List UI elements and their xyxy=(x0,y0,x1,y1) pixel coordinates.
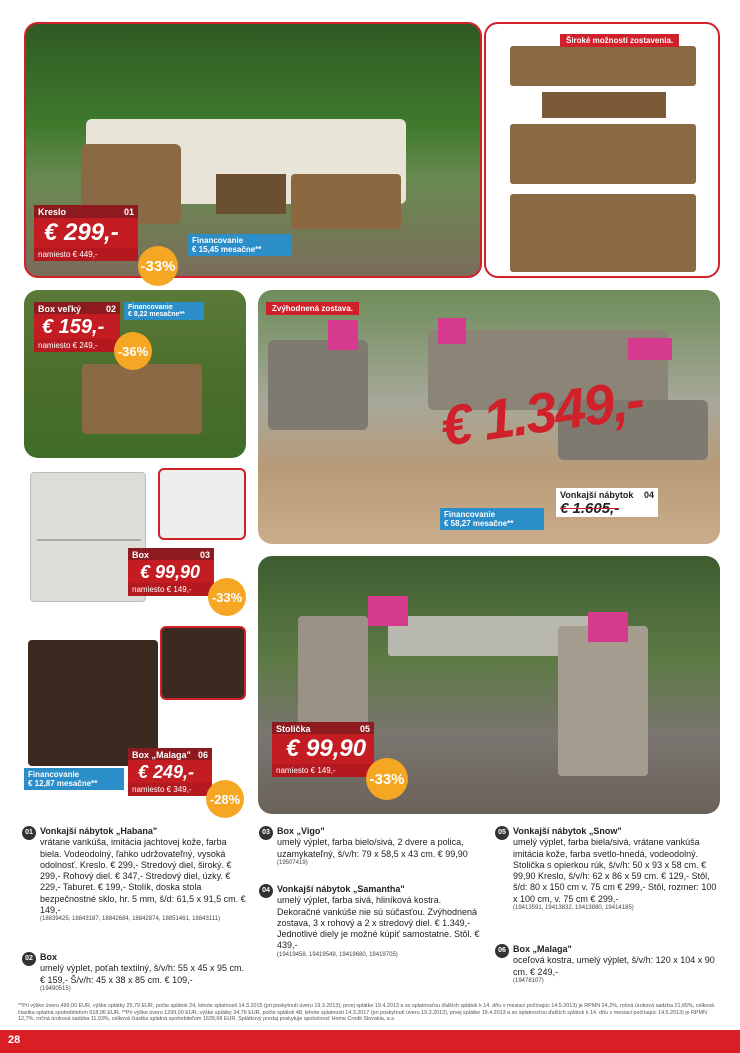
desc-codes: (19478107) xyxy=(513,977,544,984)
financing-label: Financovanie xyxy=(192,236,244,245)
photo-configurations xyxy=(484,22,720,278)
item-number-badge: 01 xyxy=(22,826,36,840)
desc-body: vrátane vankúša, imitácia jachtovej kože, farba biela. Vodeodolný, ľahko udržovateľný, vysoká odolnosť. Kreslo. € 299,- Stredový diel, široký. € 299,- Rohový diel. € 347,- Stredový diel, úzky. € 229,- Taburet. € 199,- Stolík, doska stola bezpečnostné sklo, hr. 5 mm, š/d: 61,5 x 91,5 cm. € 149,- xyxy=(40,837,246,916)
discount-badge-kreslo: -33% xyxy=(138,246,178,286)
page-number: 28 xyxy=(8,1034,21,1046)
tag-label: Box „Malaga" xyxy=(132,750,191,760)
tag-label: Vonkajší nábytok xyxy=(560,490,634,500)
big-price-samantha: € 1.349,- xyxy=(436,367,647,458)
financing-samantha xyxy=(440,508,544,530)
was-price-box-malaga: namiesto € 349,- xyxy=(128,783,212,796)
desc-body: oceľová kostra, umelý výplet, š/v/h: 120 x 104 x 90 cm. € 249,- xyxy=(513,955,715,977)
footnote: **Pri výške úveru 499,00 EUR, výške splátky 25,79 EUR, počte splátok 24, lehote splatnosti 14.3.2015 (pri poskytnutí úveru 19.3.2013), prvej splátke 19.4.2013 a so splatnosťou ďalších splátok k 14. dňu v mesiaci počínajúc 14.5.2013) je RPMN 24,2%, ročná úroková sadzba 21,65%, celková čiastka splatná spotrebiteľom 618,96 EUR. **Pri výške úveru 1299,00 EUR, výške splátky 34,76 EUR, počte splátok 48, lehote splatnosti 14.3.2017 (pri poskytnutí úveru 19.3.2013), prvej splátke 19.4.2013 a so splatnosťou ďalších splátok k 14. dňu v mesiaci počínajúc 14.5.2013) je RPMN 12,7%, ročná úroková sadzba 11,93%, celková čiastka splatná spotrebiteľom 1639,68 EUR. Splátkový predaj poskytuje spoločnosť Home Credit Slovakia, a.s. xyxy=(18,1003,715,1023)
item-number-badge: 03 xyxy=(259,826,273,840)
footer-bar xyxy=(0,1030,740,1053)
financing-amount: € 8,22 mesačne** xyxy=(128,311,185,318)
tag-kreslo xyxy=(34,205,138,219)
desc-title: Box „Vigo" xyxy=(277,826,325,836)
price-box-vigo: € 99,90 xyxy=(128,560,214,584)
banner-samantha: Zvýhodnená zostava. xyxy=(266,302,359,315)
tag-number: 06 xyxy=(197,750,208,760)
price-box-malaga: € 249,- xyxy=(128,760,212,784)
desc-codes: (18839425, 18843187, 18842684, 18842874, 18851461, 18843111) xyxy=(40,916,220,923)
item-number-badge: 04 xyxy=(259,884,273,898)
desc-body: umelý výplet, farba biela/sivá, vrátane vankúša imitácia kože, farba svetlo-hnedá, vodeodolný. Stolička s opierkou rúk, š/v/h: 50 x 93 x 58 cm. € 99,90 Kreslo, š/v/h: 62 x 86 x 59 cm. € 129,- Stôl, š/d: 80 x 150 cm v. 75 cm € 299,- Stôl, rozmer: 100 x 100 cm, v. 75 cm € 299,- xyxy=(513,837,717,904)
financing-kreslo xyxy=(188,234,292,256)
desc-body: umelý výplet, farba bielo/sivá, 2 dvere a polica, uzamykateľný, š/v/h: 79 x 58,5 x 43 cm. € 99,90 xyxy=(277,837,468,859)
desc-habana xyxy=(25,826,250,923)
desc-codes: (19413591, 19413832, 19413880, 19414185) xyxy=(513,905,634,912)
price-box-velky: € 159,- xyxy=(34,314,120,340)
desc-body: umelý výplet, poťah textilný, š/v/h: 55 x 45 x 95 cm. € 159,- Š/v/h: 45 x 38 x 85 cm. € 109,- xyxy=(40,963,244,985)
desc-title: Box „Malaga" xyxy=(513,944,572,954)
desc-title: Box xyxy=(40,952,58,962)
financing-amount: € 15,45 mesačne** xyxy=(192,245,262,254)
tag-label: Box veľký xyxy=(38,304,81,314)
financing-amount: € 58,27 mesačne** xyxy=(444,519,514,528)
discount-badge-stolicka: -33% xyxy=(366,758,408,800)
financing-label: Financovanie xyxy=(444,510,496,519)
tag-number: 01 xyxy=(123,207,134,217)
tag-label: Kreslo xyxy=(38,207,67,217)
discount-badge-box-velky: -36% xyxy=(114,332,152,370)
was-price-kreslo: namiesto € 449,- xyxy=(34,248,138,261)
price-kreslo: € 299,- xyxy=(34,218,138,248)
was-price-box-velky: namiesto € 249,- xyxy=(34,339,120,352)
desc-codes: (19490515) xyxy=(40,985,71,992)
financing-label: Financovanie xyxy=(28,770,80,779)
tag-label: Box xyxy=(132,550,150,560)
desc-box xyxy=(25,952,250,993)
item-number-badge: 06 xyxy=(495,944,509,958)
banner-configurations: Široké možnosti zostavenia. xyxy=(560,34,679,47)
was-price-stolicka: namiesto € 149,- xyxy=(272,764,374,777)
desc-vigo xyxy=(262,826,487,867)
price-stolicka: € 99,90 xyxy=(272,734,374,764)
financing-box-malaga xyxy=(24,768,124,790)
photo-box-malaga-open xyxy=(160,626,246,700)
item-number-badge: 05 xyxy=(495,826,509,840)
tag-label: Stolička xyxy=(276,724,311,734)
discount-badge-box-vigo: -33% xyxy=(208,578,246,616)
photo-box-vigo-open xyxy=(158,468,246,540)
tag-number: 05 xyxy=(359,724,370,734)
discount-badge-box-malaga: -28% xyxy=(206,780,244,818)
desc-samantha xyxy=(262,884,487,959)
desc-title: Vonkajší nábytok „Habana" xyxy=(40,826,158,836)
desc-codes: (19507419) xyxy=(277,859,308,866)
was-price-box-vigo: namiesto € 149,- xyxy=(128,583,214,596)
tag-number: 04 xyxy=(643,490,654,500)
desc-title: Vonkajší nábytok „Samantha" xyxy=(277,884,405,894)
old-price-samantha: € 1.605,- xyxy=(556,500,658,517)
desc-title: Vonkajší nábytok „Snow" xyxy=(513,826,622,836)
tag-number: 02 xyxy=(105,304,116,314)
desc-snow xyxy=(498,826,721,912)
tag-number: 03 xyxy=(199,550,210,560)
desc-body: umelý výplet, farba sivá, hliníková kostra. Dekoračné vankúše nie sú súčasťou. Zvýhodnená zostava, 3 x rohový a 2 x stredový diel. € 1.349,- Jednotlivé diely je možné kúpiť samostatne. Stôl. € 439,- xyxy=(277,895,480,951)
financing-label: Financovanie xyxy=(128,304,173,311)
desc-malaga xyxy=(498,944,721,985)
desc-codes: (19419458, 19419549, 19419680, 19419705) xyxy=(277,951,398,958)
item-number-badge: 02 xyxy=(22,952,36,966)
financing-box-velky xyxy=(124,302,204,320)
financing-amount: € 12,87 mesačne** xyxy=(28,779,98,788)
